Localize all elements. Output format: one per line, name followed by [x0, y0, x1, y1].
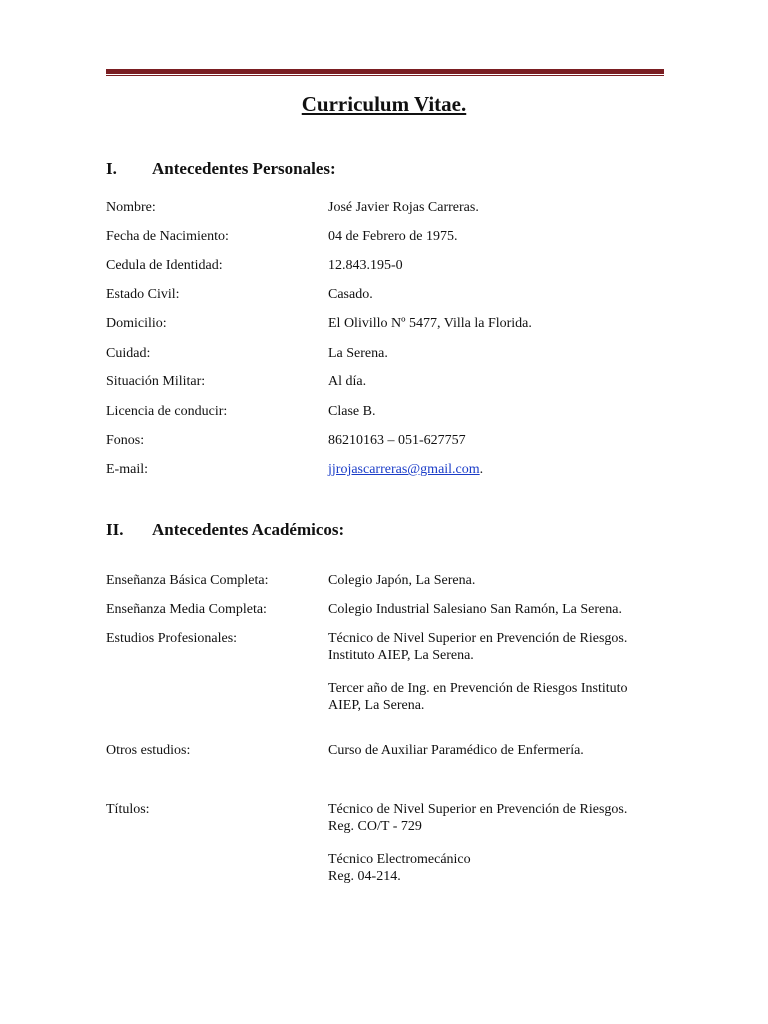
field-label: Estudios Profesionales:	[106, 631, 238, 646]
field-label: Enseñanza Básica Completa:	[106, 573, 269, 588]
field-value-line: Técnico de Nivel Superior en Prevención de Riesgos.	[328, 802, 628, 817]
email-link[interactable]: jjrojascarreras@gmail.com	[328, 462, 480, 477]
field-value-line: Técnico Electromecánico	[328, 852, 471, 867]
field-label: Nombre:	[106, 200, 156, 215]
header-rule	[106, 69, 664, 76]
field-value	[328, 461, 668, 478]
field-value: José Javier Rojas Carreras.	[328, 200, 479, 215]
field-value: Casado.	[328, 287, 373, 302]
header-rule-thin	[106, 75, 664, 76]
field-value	[328, 851, 668, 885]
field-label: Títulos:	[106, 802, 150, 817]
field-value: 86210163 – 051-627757	[328, 433, 466, 448]
email-suffix: .	[479, 462, 484, 477]
field-value: Al día.	[328, 374, 367, 389]
field-value: Colegio Industrial Salesiano San Ramón, La Serena.	[328, 602, 622, 617]
field-label: Enseñanza Media Completa:	[106, 602, 267, 617]
field-value-line: Reg. 04-214.	[328, 869, 401, 884]
field-value	[328, 680, 668, 714]
section-title: Antecedentes Personales:	[152, 159, 336, 178]
field-value: 04 de Febrero de 1975.	[328, 229, 458, 244]
field-label: Otros estudios:	[106, 743, 191, 758]
section-numeral: II.	[106, 520, 124, 539]
page-title: Curriculum Vitae.	[301, 92, 467, 116]
field-value-line: Tercer año de Ing. en Prevención de Riesgos Instituto	[328, 681, 628, 696]
field-value	[328, 630, 668, 664]
field-label: Situación Militar:	[106, 374, 206, 389]
field-value-line: Técnico de Nivel Superior en Prevención de Riesgos.	[328, 631, 628, 646]
field-label: Cedula de Identidad:	[106, 258, 223, 273]
field-value: El Olivillo Nº 5477, Villa la Florida.	[328, 316, 532, 331]
field-value: La Serena.	[328, 346, 388, 361]
field-label: Cuidad:	[106, 346, 151, 361]
section-title: Antecedentes Académicos:	[152, 520, 345, 539]
field-value: Curso de Auxiliar Paramédico de Enfermería.	[328, 743, 584, 758]
section-heading-personal	[106, 159, 336, 179]
section-heading-academic	[106, 520, 344, 540]
field-label: Fonos:	[106, 433, 145, 448]
field-value	[328, 801, 668, 835]
field-label: Fecha de Nacimiento:	[106, 229, 229, 244]
field-value: Clase B.	[328, 404, 376, 419]
field-value-line: Instituto AIEP, La Serena.	[328, 648, 474, 663]
section-numeral: I.	[106, 159, 117, 178]
field-value: 12.843.195-0	[328, 258, 403, 273]
field-value: Colegio Japón, La Serena.	[328, 573, 476, 588]
field-value-line: Reg. CO/T - 729	[328, 819, 422, 834]
field-label: Licencia de conducir:	[106, 404, 228, 419]
field-label: Estado Civil:	[106, 287, 180, 302]
field-label: Domicilio:	[106, 316, 167, 331]
field-value-line: AIEP, La Serena.	[328, 698, 425, 713]
field-label: E-mail:	[106, 462, 148, 477]
